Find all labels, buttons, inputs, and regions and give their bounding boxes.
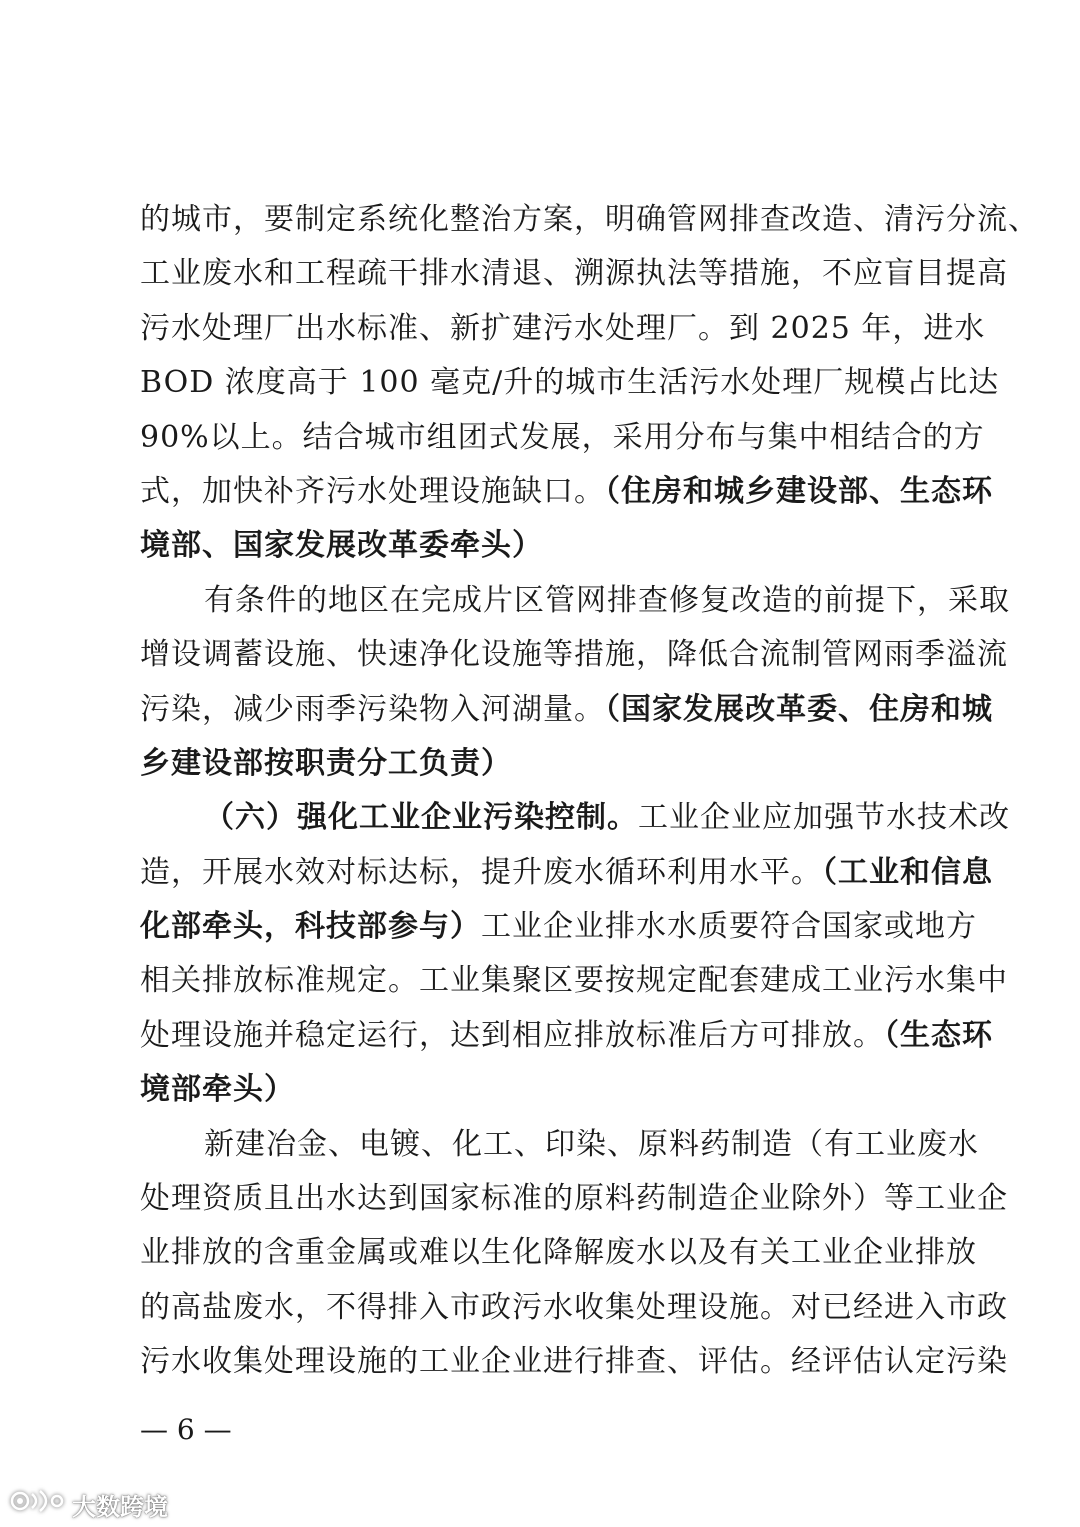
bold-span: 境部牵头） bbox=[140, 1072, 295, 1108]
watermark bbox=[10, 1487, 168, 1521]
bold-span: （国家发展改革委、住房和城 bbox=[605, 691, 993, 727]
text-line: （六）强化工业企业污染控制。工业企业应加强节水技术改 bbox=[204, 800, 1010, 836]
text-line bbox=[140, 1063, 945, 1117]
text-line bbox=[140, 519, 945, 573]
text-line: 的城市，要制定系统化整治方案，明确管网排查改造、清污分流、 bbox=[140, 202, 1039, 237]
text-line: 90%以上。结合城市组团式发展，采用分布与集中相结合的方 bbox=[140, 419, 985, 455]
text-line: 污水处理厂出水标准、新扩建污水处理厂。到 2025 年，进水 bbox=[140, 310, 986, 346]
text-line bbox=[140, 737, 945, 791]
text-line: 业排放的含重金属或难以生化降解废水以及有关工业企业排放 bbox=[140, 1235, 977, 1271]
section-heading: （六）强化工业企业污染控制。 bbox=[204, 800, 638, 836]
text-line: 化部牵头，科技部参与）工业企业排水水质要符合国家或地方 bbox=[140, 909, 977, 945]
bold-span: （工业和信息 bbox=[822, 854, 993, 890]
text-line: 处理设施并稳定运行，达到相应排放标准后方可排放。（生态环 bbox=[140, 1017, 993, 1053]
bold-span: （住房和城乡建设部、生态环 bbox=[605, 473, 993, 509]
weibo-style-logo-icon bbox=[10, 1488, 66, 1520]
bold-span: 境部、国家发展改革委牵头） bbox=[140, 528, 543, 564]
text-line: 有条件的地区在完成片区管网排查修复改造的前提下，采取 bbox=[204, 582, 1010, 618]
text-line: 污水收集处理设施的工业企业进行排查、评估。经评估认定污染 bbox=[140, 1344, 1008, 1380]
text-line: 工业废水和工程疏干排水清退、溯源执法等措施，不应盲目提高 bbox=[140, 256, 1008, 292]
text-line: 相关排放标准规定。工业集聚区要按规定配套建成工业污水集中 bbox=[140, 963, 1008, 999]
bold-span: （生态环 bbox=[884, 1017, 993, 1053]
bold-span: 乡建设部按职责分工负责） bbox=[140, 745, 512, 781]
text-line: 式，加快补齐污水处理设施缺口。（住房和城乡建设部、生态环 bbox=[140, 473, 993, 509]
text-line: BOD 浓度高于 100 毫克/升的城市生活污水处理厂规模占比达 bbox=[140, 365, 1000, 401]
document-body bbox=[140, 193, 1039, 1390]
text-line: 新建冶金、电镀、化工、印染、原料药制造（有工业废水 bbox=[204, 1126, 979, 1162]
text-line: 的高盐废水，不得排入市政污水收集处理设施。对已经进入市政 bbox=[140, 1289, 1008, 1325]
watermark-text: 大数跨境 bbox=[72, 1492, 168, 1521]
text-line: 污染，减少雨季污染物入河湖量。（国家发展改革委、住房和城 bbox=[140, 691, 993, 727]
text-line: 处理资质且出水达到国家标准的原料药制造企业除外）等工业企 bbox=[140, 1181, 1008, 1217]
text-line: 造，开展水效对标达标，提升废水循环利用水平。（工业和信息 bbox=[140, 854, 993, 890]
text-line: 增设调蓄设施、快速净化设施等措施，降低合流制管网雨季溢流 bbox=[140, 637, 1008, 673]
bold-span: 化部牵头，科技部参与） bbox=[140, 909, 481, 945]
page-number: — 6 — bbox=[140, 1413, 232, 1446]
